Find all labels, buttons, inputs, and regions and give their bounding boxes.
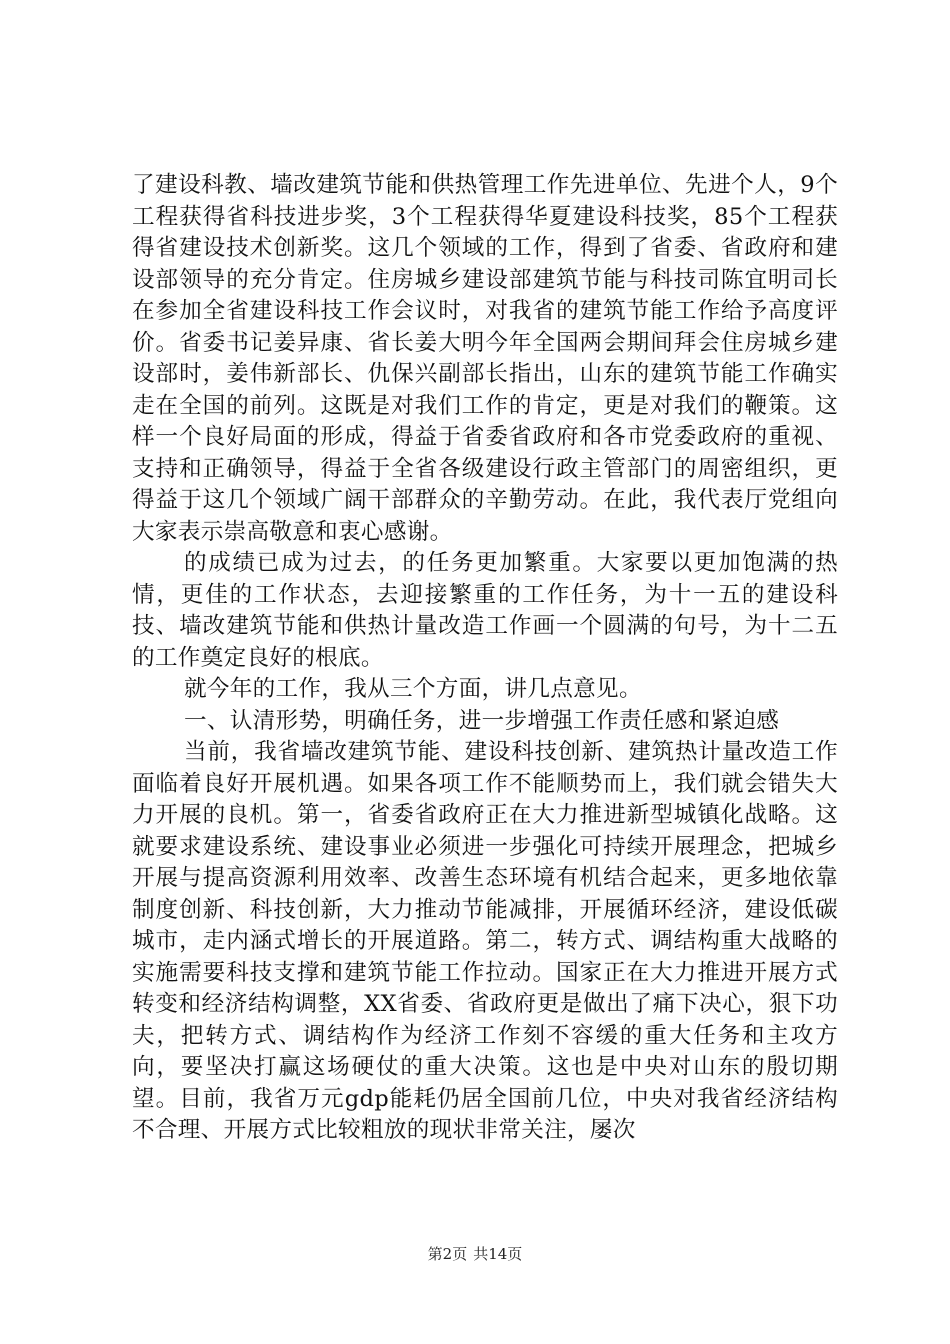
paragraph-past-achievements: 的成绩已成为过去，的任务更加繁重。大家要以更加饱满的热情，更佳的工作状态，去迎接繁重的工作任务，为十一五的建设科技、墙改建筑节能和供热计量改造工作画一个圆满的句号，为十二五的工作奠定良好的根底。 bbox=[132, 550, 838, 671]
page-footer bbox=[0, 1244, 950, 1264]
paragraph-current-situation: 当前，我省墙改建筑节能、建设科技创新、建筑热计量改造工作面临着良好开展机遇。如果各项工作不能顺势而上，我们就会错失大力开展的良机。第一，省委省政府正在大力推进新型城镇化战略。这就要求建设系统、建设事业必须进一步强化可持续开展理念，把城乡开展与提高资源利用效率、改善生态环境有机结合起来，更多地依靠制度创新、科技创新，大力推动节能减排，开展循环经济，建设低碳城市，走内涵式增长的开展道路。第二，转方式、调结构重大战略的实施需要科技支撑和建筑节能工作拉动。国家正在大力推进开展方式转变和经济结构调整，XX省委、省政府更是做出了痛下决心，狠下功夫，把转方式、调结构作为经济工作刻不容缓的重大任务和主攻方向，要坚决打赢这场硬仗的重大决策。这也是中央对山东的殷切期望。目前，我省万元gdp能耗仍居全国前几位，中央对我省经济结构不合理、开展方式比较粗放的现状非常关注，屡次 bbox=[132, 739, 838, 1143]
paragraph-this-year-work: 就今年的工作，我从三个方面，讲几点意见。 bbox=[183, 676, 642, 702]
section-heading-1: 一、认清形势，明确任务，进一步增强工作责任感和紧迫感 bbox=[183, 707, 780, 734]
paragraph-achievements: 了建设科教、墙改建筑节能和供热管理工作先进单位、先进个人，9个工程获得省科技进步奖，3个工程获得华夏建设科技奖，85个工程获得省建设技术创新奖。这几个领域的工作，得到了省委、省政府和建设部领导的充分肯定。住房城乡建设部建筑节能与科技司陈宜明司长在参加全省建设科技工作会议时，对我省的建筑节能工作给予高度评价。省委书记姜异康、省长姜大明今年全国两会期间拜会住房城乡建设部时，姜伟新部长、仇保兴副部长指出，山东的建筑节能工作确实走在全国的前列。这既是对我们工作的肯定，更是对我们的鞭策。这样一个良好局面的形成，得益于省委省政府和各市党委政府的重视、支持和正确领导，得益于全省各级建设行政主管部门的周密组织，更得益于这几个领域广阔干部群众的辛勤劳动。在此，我代表厅党组向大家表示崇高敬意和衷心感谢。 bbox=[132, 172, 838, 545]
total-pages: 共14页 bbox=[473, 1245, 523, 1263]
document-body bbox=[132, 170, 838, 1147]
page-number: 第2页 bbox=[427, 1245, 468, 1263]
